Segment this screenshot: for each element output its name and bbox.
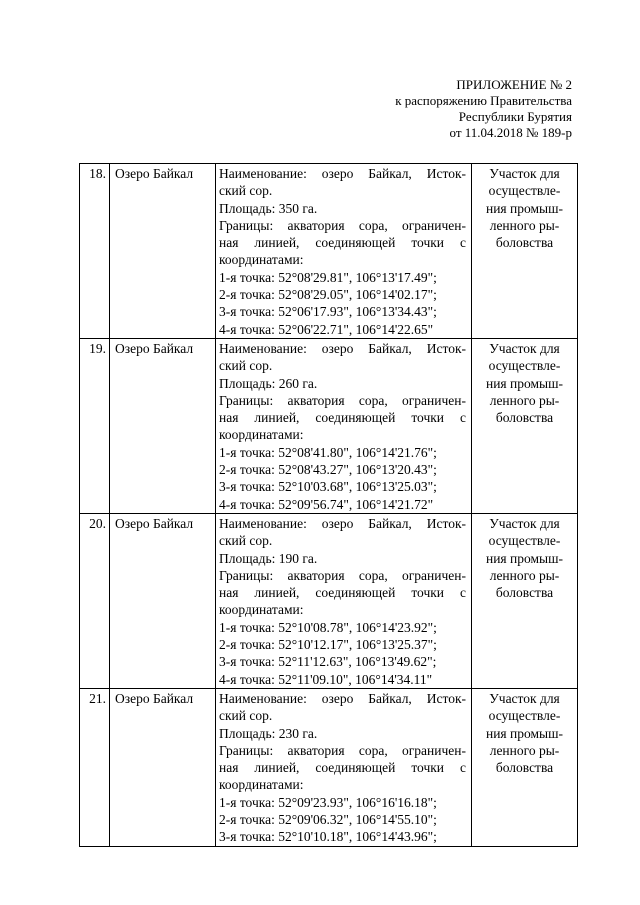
row-number: 21. xyxy=(80,688,110,846)
description-line: 1-я точка: 52°08'41.80", 106°14'21.76"; xyxy=(219,444,437,460)
description-line: 1-я точка: 52°09'23.93", 106°16'16.18"; xyxy=(219,794,437,810)
purpose-line: ленного ры- xyxy=(489,217,560,233)
appendix-republic-line: Республики Бурятия xyxy=(458,109,572,124)
description-line: ная линией, соединяющей точки с xyxy=(219,410,466,426)
appendix-header xyxy=(395,77,572,141)
description-line: Наименование: озеро Байкал, Исток- xyxy=(219,340,466,356)
table-body xyxy=(80,164,578,847)
purpose-line: осуществле- xyxy=(488,708,561,724)
purpose-line: ленного ры- xyxy=(489,392,560,408)
description-line: 3-я точка: 52°06'17.93", 106°13'34.43"; xyxy=(219,304,437,320)
purpose-line: боловства xyxy=(495,585,554,601)
description-line: Наименование: озеро Байкал, Исток- xyxy=(219,166,466,181)
description-line: 3-я точка: 52°10'10.18", 106°14'43.96"; xyxy=(219,829,437,845)
water-body-name: Озеро Байкал xyxy=(110,164,216,339)
purpose-line: ния промыш- xyxy=(485,550,563,566)
water-body-name: Озеро Байкал xyxy=(110,513,216,688)
area-description xyxy=(216,164,472,339)
table-row xyxy=(80,338,578,513)
water-body-name: Озеро Байкал xyxy=(110,338,216,513)
description-line: координатами: xyxy=(219,427,304,443)
description-line: ский сор. xyxy=(219,358,273,374)
description-line: координатами: xyxy=(219,252,304,268)
description-line: ский сор. xyxy=(219,533,273,549)
area-purpose xyxy=(472,688,578,846)
description-line: Площадь: 230 га. xyxy=(219,725,318,741)
description-line: Площадь: 260 га. xyxy=(219,375,318,391)
purpose-line: Участок для xyxy=(489,166,560,181)
description-line: 2-я точка: 52°09'06.32", 106°14'55.10"; xyxy=(219,811,437,827)
table-row xyxy=(80,164,578,339)
purpose-line: Участок для xyxy=(489,690,560,706)
purpose-line: осуществле- xyxy=(488,533,561,549)
appendix-date-line: от 11.04.2018 № 189-р xyxy=(449,125,572,140)
description-line: 4-я точка: 52°09'56.74", 106°14'21.72" xyxy=(219,496,434,512)
description-line: 2-я точка: 52°10'12.17", 106°13'25.37"; xyxy=(219,637,437,653)
area-purpose xyxy=(472,338,578,513)
purpose-line: ленного ры- xyxy=(489,567,560,583)
description-line: Наименование: озеро Байкал, Исток- xyxy=(219,690,466,706)
description-line: 4-я точка: 52°06'22.71", 106°14'22.65" xyxy=(219,321,434,337)
description-line: Границы: акватория сора, ограничен- xyxy=(219,392,466,408)
description-line: Границы: акватория сора, ограничен- xyxy=(219,567,466,583)
description-line: 3-я точка: 52°10'03.68", 106°13'25.03"; xyxy=(219,479,437,495)
description-line: Площадь: 190 га. xyxy=(219,550,318,566)
row-number: 18. xyxy=(80,164,110,339)
description-line: 4-я точка: 52°11'09.10", 106°14'34.11" xyxy=(219,671,433,687)
purpose-line: боловства xyxy=(495,760,554,776)
purpose-line: осуществле- xyxy=(488,183,561,199)
purpose-line: боловства xyxy=(495,235,554,251)
purpose-line: ленного ры- xyxy=(489,742,560,758)
row-number: 19. xyxy=(80,338,110,513)
description-line: ная линией, соединяющей точки с xyxy=(219,760,466,776)
description-line: 1-я точка: 52°10'08.78", 106°14'23.92"; xyxy=(219,619,437,635)
description-line: Границы: акватория сора, ограничен- xyxy=(219,217,466,233)
table-row xyxy=(80,513,578,688)
description-line: ная линией, соединяющей точки с xyxy=(219,235,466,251)
purpose-line: Участок для xyxy=(489,515,560,531)
table-row xyxy=(80,688,578,846)
purpose-line: ния промыш- xyxy=(485,725,563,741)
description-line: 2-я точка: 52°08'43.27", 106°13'20.43"; xyxy=(219,462,437,478)
area-purpose xyxy=(472,164,578,339)
description-line: ский сор. xyxy=(219,183,273,199)
purpose-line: ния промыш- xyxy=(485,375,563,391)
area-description xyxy=(216,338,472,513)
description-line: Площадь: 350 га. xyxy=(219,200,318,216)
appendix-title: ПРИЛОЖЕНИЕ № 2 xyxy=(456,77,572,92)
description-line: 2-я точка: 52°08'29.05", 106°14'02.17"; xyxy=(219,287,437,303)
area-description xyxy=(216,513,472,688)
purpose-line: боловства xyxy=(495,410,554,426)
water-body-name: Озеро Байкал xyxy=(110,688,216,846)
description-line: координатами: xyxy=(219,602,304,618)
description-line: Наименование: озеро Байкал, Исток- xyxy=(219,515,466,531)
description-line: ная линией, соединяющей точки с xyxy=(219,585,466,601)
area-purpose xyxy=(472,513,578,688)
description-line: координатами: xyxy=(219,777,304,793)
description-line: 3-я точка: 52°11'12.63", 106°13'49.62"; xyxy=(219,654,437,670)
appendix-order-line: к распоряжению Правительства xyxy=(395,93,572,108)
area-description xyxy=(216,688,472,846)
fishing-areas-table xyxy=(79,163,578,847)
purpose-line: ния промыш- xyxy=(485,200,563,216)
row-number: 20. xyxy=(80,513,110,688)
description-line: 1-я точка: 52°08'29.81", 106°13'17.49"; xyxy=(219,269,437,285)
purpose-line: осуществле- xyxy=(488,358,561,374)
description-line: Границы: акватория сора, ограничен- xyxy=(219,742,466,758)
description-line: ский сор. xyxy=(219,708,273,724)
purpose-line: Участок для xyxy=(489,340,560,356)
